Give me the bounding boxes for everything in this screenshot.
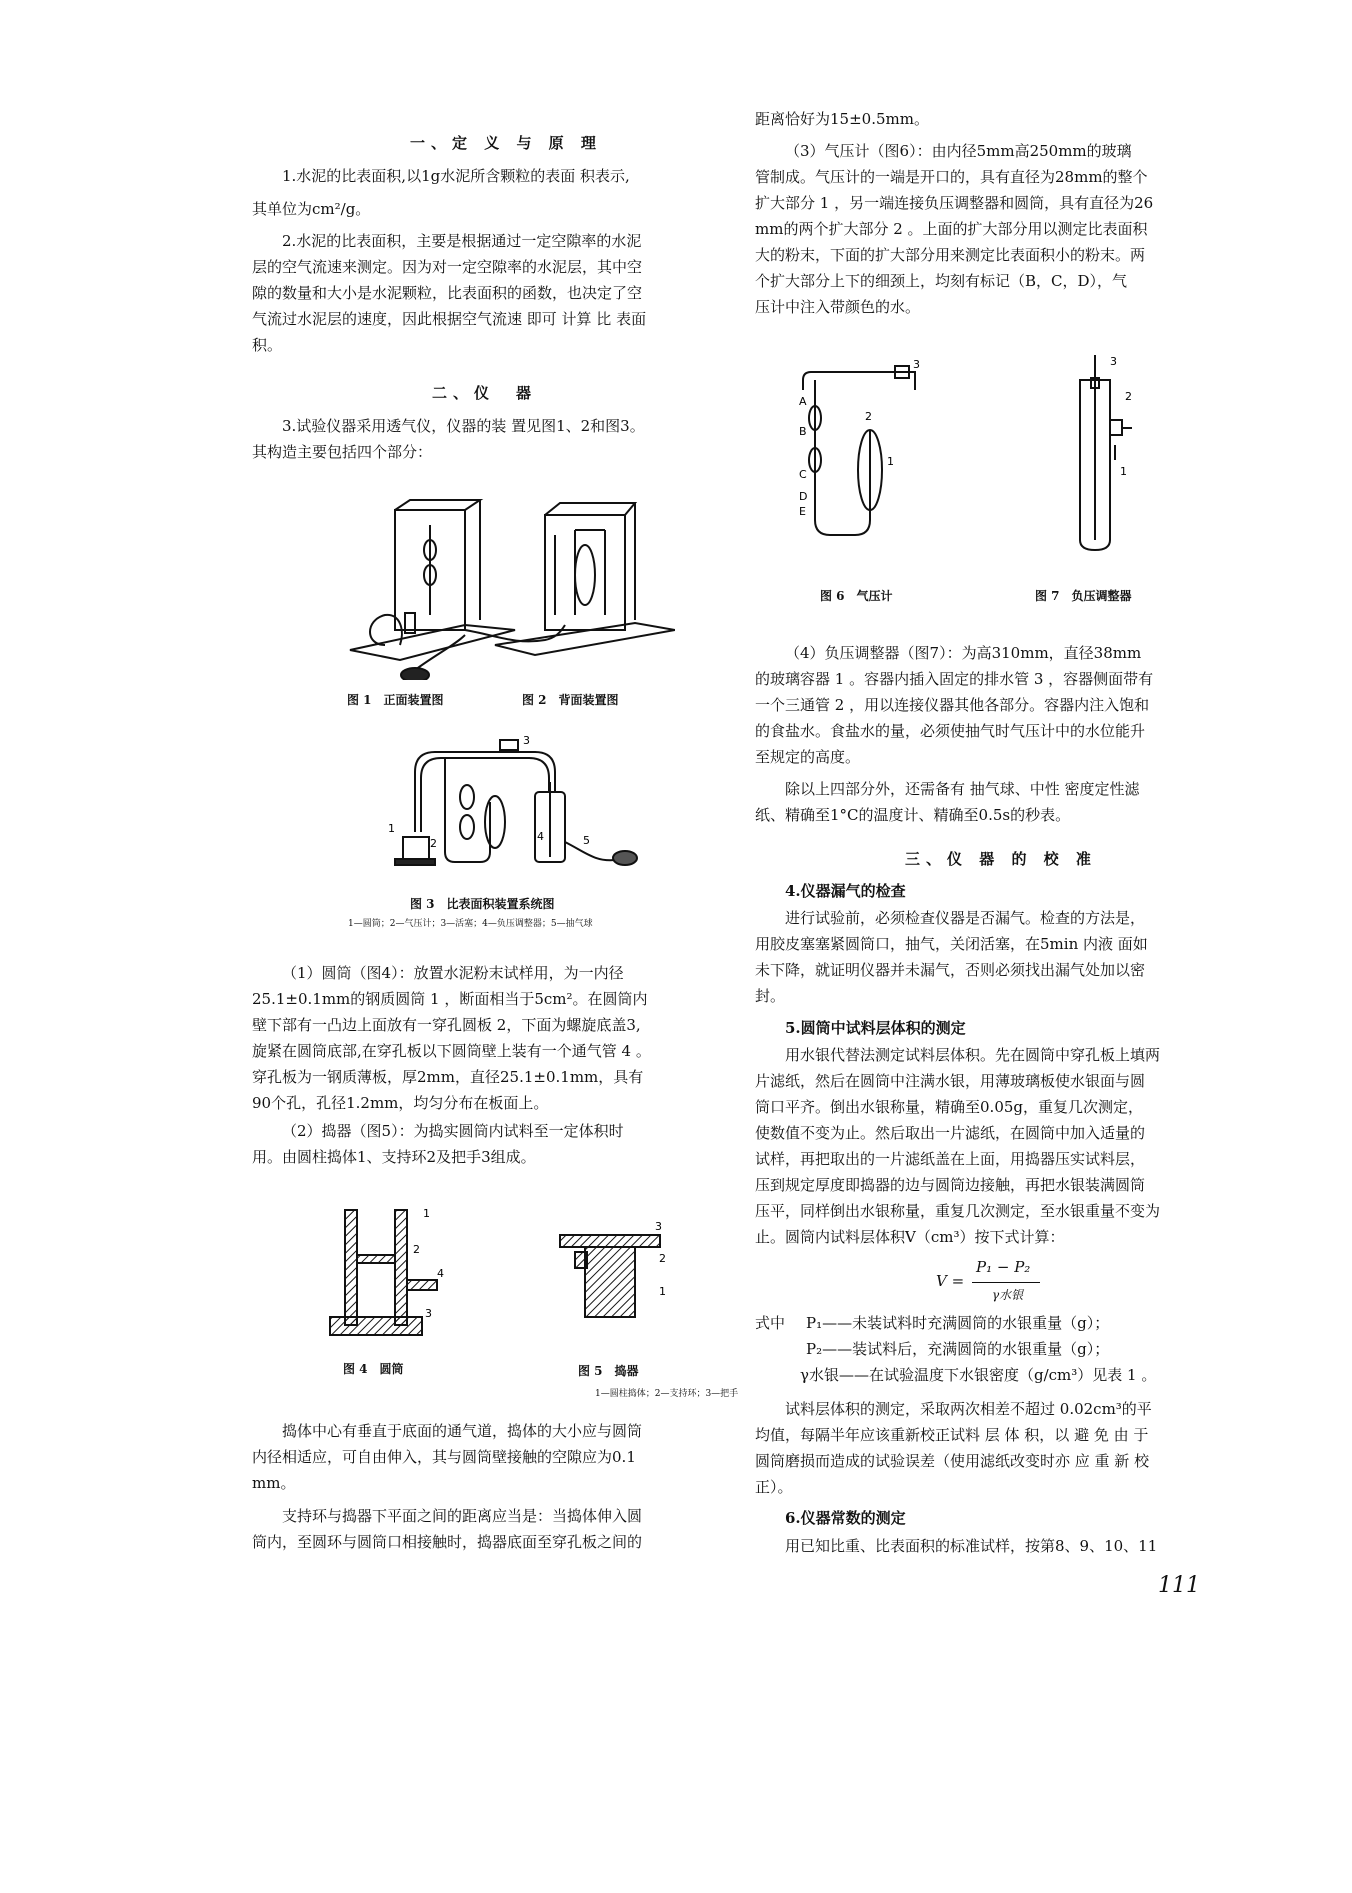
fig6-label-1: 1 — [887, 455, 894, 468]
fig4-label-3: 3 — [425, 1307, 432, 1320]
section-1-title: 一、定 义 与 原 理 — [410, 134, 602, 152]
para-2-line: 积。 — [252, 336, 283, 354]
formula-denominator: γ水银 — [992, 1288, 1024, 1302]
para-6-line: 捣体中心有垂直于底面的通气道，捣体的大小应与圆筒 — [282, 1422, 643, 1440]
para-regulator-line: 至规定的高度。 — [755, 748, 861, 766]
fig6-label-E: E — [799, 505, 806, 518]
para-constant-line: 用已知比重、比表面积的标准试样，按第8、9、10、11 — [785, 1537, 1158, 1555]
para-leak-line: 封。 — [755, 987, 786, 1005]
para-extras-line: 纸、精确至1°C的温度计、精确至0.5s的秒表。 — [755, 806, 1071, 824]
para-barometer-line: 大的粉末，下面的扩大部分用来测定比表面积小的粉末。两 — [755, 246, 1146, 264]
para-4-line: 25.1±0.1mm的钢质圆筒 1 ，断面相当于5cm²。在圆筒内 — [252, 990, 648, 1008]
para-volume-line: 片滤纸，然后在圆筒中注满水银，用薄玻璃板使水银面与圆 — [755, 1072, 1146, 1090]
para-6-line: mm。 — [252, 1474, 296, 1492]
fig5-label-2: 2 — [659, 1252, 666, 1265]
para-regulator-line: 的玻璃容器 1 。容器内插入固定的排水管 3 ，容器侧面带有 — [755, 670, 1154, 688]
fig4-label-4: 4 — [437, 1267, 444, 1280]
para-5-line: 用。由圆柱捣体1、支持环2及把手3组成。 — [252, 1148, 536, 1166]
para-2-line: 隙的数量和大小是水泥颗粒，比表面积的函数，也决定了空 — [252, 284, 643, 302]
figure-5-legend: 1—圆柱捣体；2—支持环；3—把手 — [595, 1389, 739, 1399]
para-extras-line: 除以上四部分外，还需备有 抽气球、中性 密度定性滤 — [785, 780, 1140, 798]
para-2-line: 2.水泥的比表面积，主要是根据通过一定空隙率的水泥 — [282, 232, 642, 250]
figure-4-caption: 图 4 圆筒 — [343, 1362, 404, 1376]
para-1-line: 1.水泥的比表面积,以1g水泥所含颗粒的表面 积表示, — [282, 167, 630, 185]
section-2-title: 二、仪 器 — [432, 384, 538, 402]
para-volume-line: 压平，同样倒出水银称量，重复几次测定，至水银重量不变为 — [755, 1202, 1161, 1220]
para-4-line: 90个孔，孔径1.2mm，均匀分布在板面上。 — [252, 1094, 549, 1112]
para-barometer-line: 扩大部分 1 ，另一端连接负压调整器和圆筒，具有直径为26 — [755, 194, 1154, 212]
fig7-label-1: 1 — [1120, 465, 1127, 478]
fig3-label-2: 2 — [430, 837, 437, 850]
subsection-4-title: 4.仪器漏气的检查 — [785, 882, 906, 900]
para-1-line: 其单位为cm²/g。 — [252, 200, 371, 218]
para-4-line: 壁下部有一凸边上面放有一穿孔圆板 2，下面为螺旋底盖3, — [252, 1016, 641, 1034]
section-3-title: 三、仪 器 的 校 准 — [905, 850, 1097, 868]
fig7-label-2: 2 — [1125, 390, 1132, 403]
fig6-label-B: B — [799, 425, 807, 438]
fig7-label-3: 3 — [1110, 355, 1117, 368]
para-4-line: （1）圆筒（图4）：放置水泥粉末试样用，为一内径 — [282, 964, 624, 982]
para-7-line: 筒内，至圆环与圆筒口相接触时，捣器底面至穿孔板之间的 — [252, 1533, 643, 1551]
para-6-line: 内径相适应，可自由伸入，其与圆筒壁接触的空隙应为0.1 — [252, 1448, 636, 1466]
para-2-line: 层的空气流速来测定。因为对一定空隙率的水泥层，其中空 — [252, 258, 643, 276]
page-number: 111 — [1158, 1573, 1200, 1598]
para-4-line: 穿孔板为一钢质薄板，厚2mm，直径25.1±0.1mm，具有 — [252, 1068, 644, 1086]
para-calibration-line: 试料层体积的测定，采取两次相差不超过 0.02cm³的平 — [785, 1400, 1152, 1418]
formula-lhs: V = — [936, 1272, 965, 1290]
para-3-line: 其构造主要包括四个部分： — [252, 443, 433, 461]
fig4-label-1: 1 — [423, 1207, 430, 1220]
fig3-label-5: 5 — [583, 834, 590, 847]
figure-5-tamper — [555, 1220, 670, 1330]
figure-3-caption: 图 3 比表面积装置系统图 — [410, 897, 555, 911]
subsection-6-title: 6.仪器常数的测定 — [785, 1509, 906, 1527]
formula-numerator: P₁ − P₂ — [976, 1258, 1031, 1276]
fig6-label-D: D — [799, 490, 808, 503]
para-calibration-line: 圆筒磨损而造成的试验误差（使用滤纸改变时亦 应 重 新 校 — [755, 1452, 1150, 1470]
figure-2-caption: 图 2 背面装置图 — [522, 693, 619, 707]
figure-7-caption: 图 7 负压调整器 — [1035, 589, 1132, 603]
para-volume-line: 用水银代替法测定试料层体积。先在圆筒中穿孔板上填两 — [785, 1046, 1161, 1064]
figure-3-system-diagram — [385, 732, 645, 872]
fig3-label-4: 4 — [537, 830, 544, 843]
para-barometer-line: 个扩大部分上下的细颈上，均刻有标记（B，C，D），气 — [755, 272, 1128, 290]
figure-1-caption: 图 1 正面装置图 — [347, 693, 444, 707]
subsection-5-title: 5.圆筒中试料层体积的测定 — [785, 1019, 966, 1037]
para-4-line: 旋紧在圆筒底部,在穿孔板以下圆筒壁上装有一个通气管 4 。 — [252, 1042, 651, 1060]
fig6-label-3: 3 — [913, 360, 920, 371]
variable-definition: P₂——装试料后，充满圆筒的水银重量（g）； — [806, 1340, 1110, 1358]
para-regulator-line: （4）负压调整器（图7）：为高310mm，直径38mm — [785, 644, 1142, 662]
figure-1-2-apparatus — [345, 495, 675, 680]
fig6-label-A: A — [799, 395, 807, 408]
right-para-1: 距离恰好为15±0.5mm。 — [755, 110, 929, 128]
para-barometer-line: 压计中注入带颜色的水。 — [755, 298, 921, 316]
para-calibration-line: 正）。 — [755, 1478, 793, 1496]
para-barometer-line: 管制成。气压计的一端是开口的，具有直径为28mm的整个 — [755, 168, 1148, 186]
figure-5-caption: 图 5 捣器 — [578, 1364, 639, 1378]
fig5-label-3: 3 — [655, 1220, 662, 1233]
para-leak-line: 用胶皮塞塞紧圆筒口，抽气，关闭活塞，在5min 内液 面如 — [755, 935, 1148, 953]
para-leak-line: 进行试验前，必须检查仪器是否漏气。检查的方法是， — [785, 909, 1146, 927]
figure-6-barometer — [795, 360, 935, 560]
para-regulator-line: 一个三通管 2 ，用以连接仪器其他各部分。容器内注入饱和 — [755, 696, 1150, 714]
figure-3-legend: 1—圆筒；2—气压计；3—活塞；4—负压调整器；5—抽气球 — [348, 919, 593, 929]
para-barometer-line: mm的两个扩大部分 2 。上面的扩大部分用以测定比表面积 — [755, 220, 1148, 238]
para-calibration-line: 均值，每隔半年应该重新校正试料 层 体 积，以 避 免 由 于 — [755, 1426, 1149, 1444]
variable-definition: P₁——未装试料时充满圆筒的水银重量（g）； — [806, 1314, 1110, 1332]
variable-definition: γ水银——在试验温度下水银密度（g/cm³）见表 1 。 — [800, 1366, 1157, 1384]
para-volume-line: 试样，再把取出的一片滤纸盖在上面，用捣器压实试料层， — [755, 1150, 1146, 1168]
fig3-label-1: 1 — [388, 822, 395, 835]
para-volume-line: 止。圆筒内试料层体积V（cm³）按下式计算： — [755, 1228, 1065, 1246]
fig6-label-2: 2 — [865, 410, 872, 423]
fig6-label-C: C — [799, 468, 807, 481]
figure-6-caption: 图 6 气压计 — [820, 589, 893, 603]
para-leak-line: 未下降，就证明仪器并未漏气，否则必须找出漏气处加以密 — [755, 961, 1146, 979]
where-label: 式中 — [755, 1314, 786, 1332]
para-2-line: 气流过水泥层的速度，因此根据空气流速 即可 计算 比 表面 — [252, 310, 647, 328]
para-volume-line: 使数值不变为止。然后取出一片滤纸，在圆筒中加入适量的 — [755, 1124, 1146, 1142]
para-volume-line: 筒口平齐。倒出水银称量，精确至0.05g，重复几次测定， — [755, 1098, 1144, 1116]
para-5-line: （2）捣器（图5）：为捣实圆筒内试料至一定体积时 — [282, 1122, 624, 1140]
fig4-label-2: 2 — [413, 1243, 420, 1256]
para-3-line: 3.试验仪器采用透气仪，仪器的装 置见图1、2和图3。 — [282, 417, 645, 435]
para-volume-line: 压到规定厚度即捣器的边与圆筒边接触，再把水银装满圆筒 — [755, 1176, 1146, 1194]
para-regulator-line: 的食盐水。食盐水的量，必须使抽气时气压计中的水位能升 — [755, 722, 1146, 740]
formula-fraction-bar — [972, 1282, 1040, 1283]
para-7-line: 支持环与捣器下平面之间的距离应当是：当捣体伸入圆 — [282, 1507, 643, 1525]
fig3-label-3: 3 — [523, 734, 530, 747]
figure-4-cylinder — [325, 1205, 450, 1345]
para-barometer-line: （3）气压计（图6）：由内径5mm高250mm的玻璃 — [785, 142, 1132, 160]
fig5-label-1: 1 — [659, 1285, 666, 1298]
figure-7-pressure-regulator — [1060, 350, 1140, 560]
